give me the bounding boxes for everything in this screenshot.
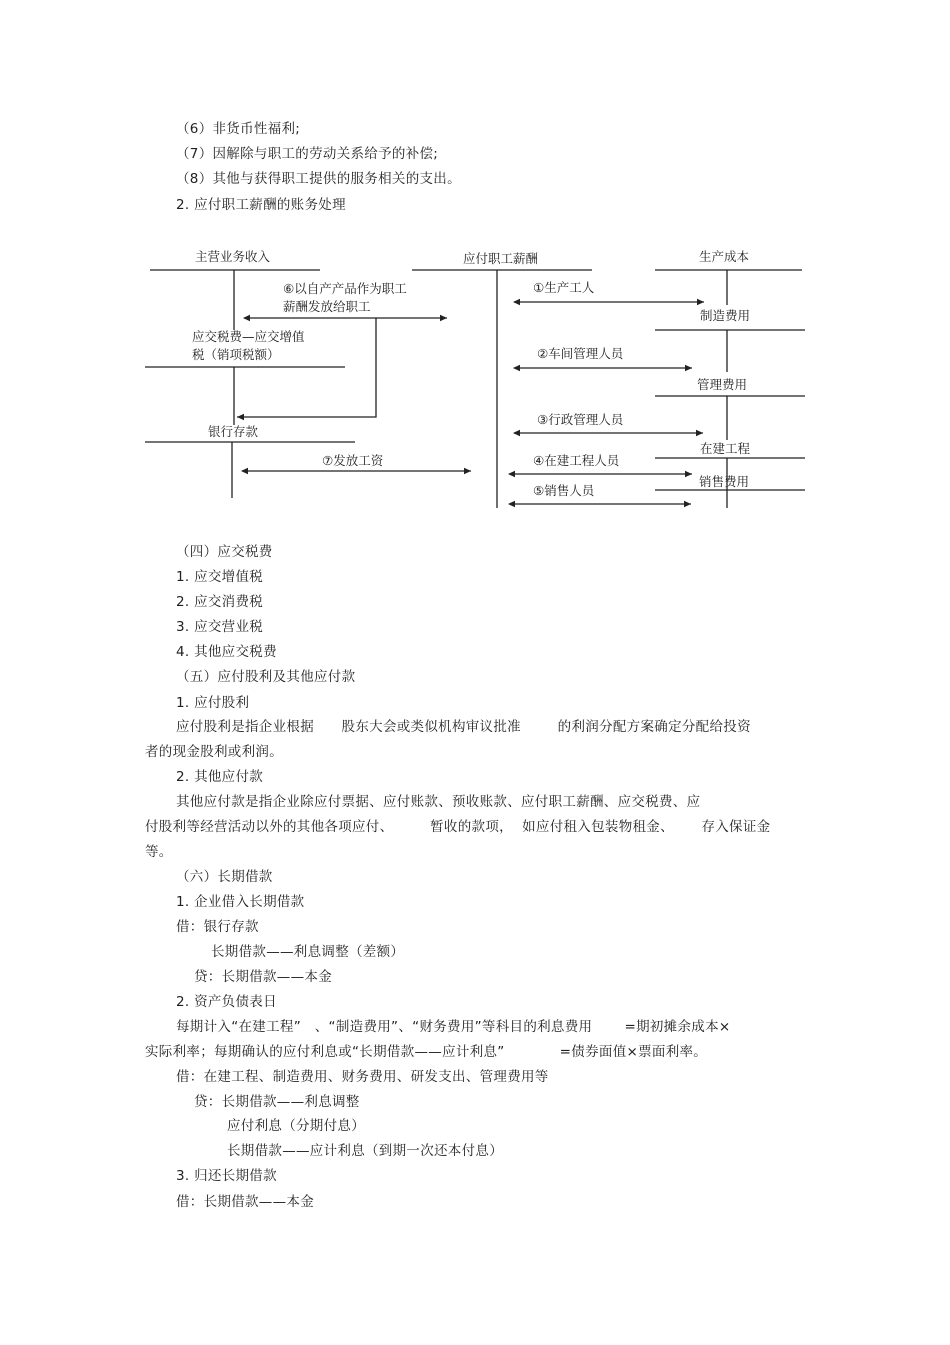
journal-line: 借：长期借款——本金 — [176, 1194, 314, 1210]
text-line: （8）其他与获得职工提供的服务相关的支出。 — [176, 171, 461, 187]
payroll-accounting-diagram — [0, 0, 950, 540]
flow7-label: ⑦发放工资 — [322, 453, 384, 468]
section-heading: （六）长期借款 — [176, 869, 273, 885]
account-production-label: 生产成本 — [699, 249, 750, 264]
account-mgmt-label: 管理费用 — [697, 377, 748, 392]
flow6-label: ⑥以自产产品作为职工 — [283, 281, 407, 296]
paragraph-line: 实际利率；每期确认的应付利息或“长期借款——应计利息” =债券面值×票面利率。 — [145, 1044, 708, 1060]
section-heading: 2. 应付职工薪酬的账务处理 — [176, 197, 346, 213]
paragraph-line: 每期计入“在建工程” 、“制造费用”、“财务费用”等科目的利息费用 =期初摊余成本× — [176, 1019, 731, 1035]
flow3-label: ③行政管理人员 — [537, 412, 624, 427]
text-line: 1. 应付股利 — [176, 695, 250, 711]
journal-line: 长期借款——利息调整（差额） — [211, 944, 405, 960]
text-line: （7）因解除与职工的劳动关系给予的补偿; — [176, 146, 439, 162]
text-line: 2. 其他应付款 — [176, 769, 264, 785]
flow1-label: ①生产工人 — [533, 280, 595, 295]
flow4-label: ④在建工程人员 — [533, 453, 620, 468]
account-vat-label-2: 税（销项税额） — [192, 347, 280, 362]
text-line: 2. 资产负债表日 — [176, 994, 277, 1010]
paragraph-line: 等。 — [145, 844, 173, 860]
paragraph-line: 应付股利是指企业根据 股东大会或类似机构审议批准 的利润分配方案确定分配给投资 — [176, 719, 751, 735]
journal-line: 应付利息（分期付息） — [227, 1118, 365, 1134]
account-construction-label: 在建工程 — [700, 441, 751, 456]
flow2-label: ②车间管理人员 — [537, 346, 624, 361]
text-line: 1. 应交增值税 — [176, 569, 264, 585]
section-heading: （五）应付股利及其他应付款 — [176, 669, 356, 685]
paragraph-line: 者的现金股利或利润。 — [145, 744, 283, 760]
text-line: 3. 应交营业税 — [176, 619, 264, 635]
text-line: 1. 企业借入长期借款 — [176, 894, 305, 910]
flow6-label-2: 薪酬发放给职工 — [283, 299, 371, 314]
account-sales-label: 销售费用 — [699, 474, 750, 489]
journal-line: 借：在建工程、制造费用、财务费用、研发支出、管理费用等 — [176, 1069, 549, 1085]
account-mfg-label: 制造费用 — [700, 308, 751, 323]
text-line: 2. 应交消费税 — [176, 594, 264, 610]
account-payroll-label: 应付职工薪酬 — [463, 251, 539, 266]
journal-line: 贷：长期借款——利息调整 — [194, 1094, 360, 1110]
account-bank-label: 银行存款 — [208, 424, 259, 439]
paragraph-line: 付股利等经营活动以外的其他各项应付、 暂收的款项， 如应付租入包装物租金、 存入保证金 — [145, 819, 771, 835]
account-revenue-label: 主营业务收入 — [195, 249, 271, 264]
journal-line: 贷：长期借款——本金 — [194, 969, 332, 985]
text-line: 3. 归还长期借款 — [176, 1168, 277, 1184]
section-heading: （四）应交税费 — [176, 544, 273, 560]
text-line: （6）非货币性福利; — [176, 121, 301, 137]
journal-line: 长期借款——应计利息（到期一次还本付息） — [227, 1143, 503, 1159]
journal-line: 借：银行存款 — [176, 919, 259, 935]
account-vat-label: 应交税费—应交增值 — [192, 329, 305, 344]
paragraph-line: 其他应付款是指企业除应付票据、应付账款、预收账款、应付职工薪酬、应交税费、应 — [176, 794, 701, 810]
flow5-label: ⑤销售人员 — [533, 483, 595, 498]
text-line: 4. 其他应交税费 — [176, 644, 277, 660]
